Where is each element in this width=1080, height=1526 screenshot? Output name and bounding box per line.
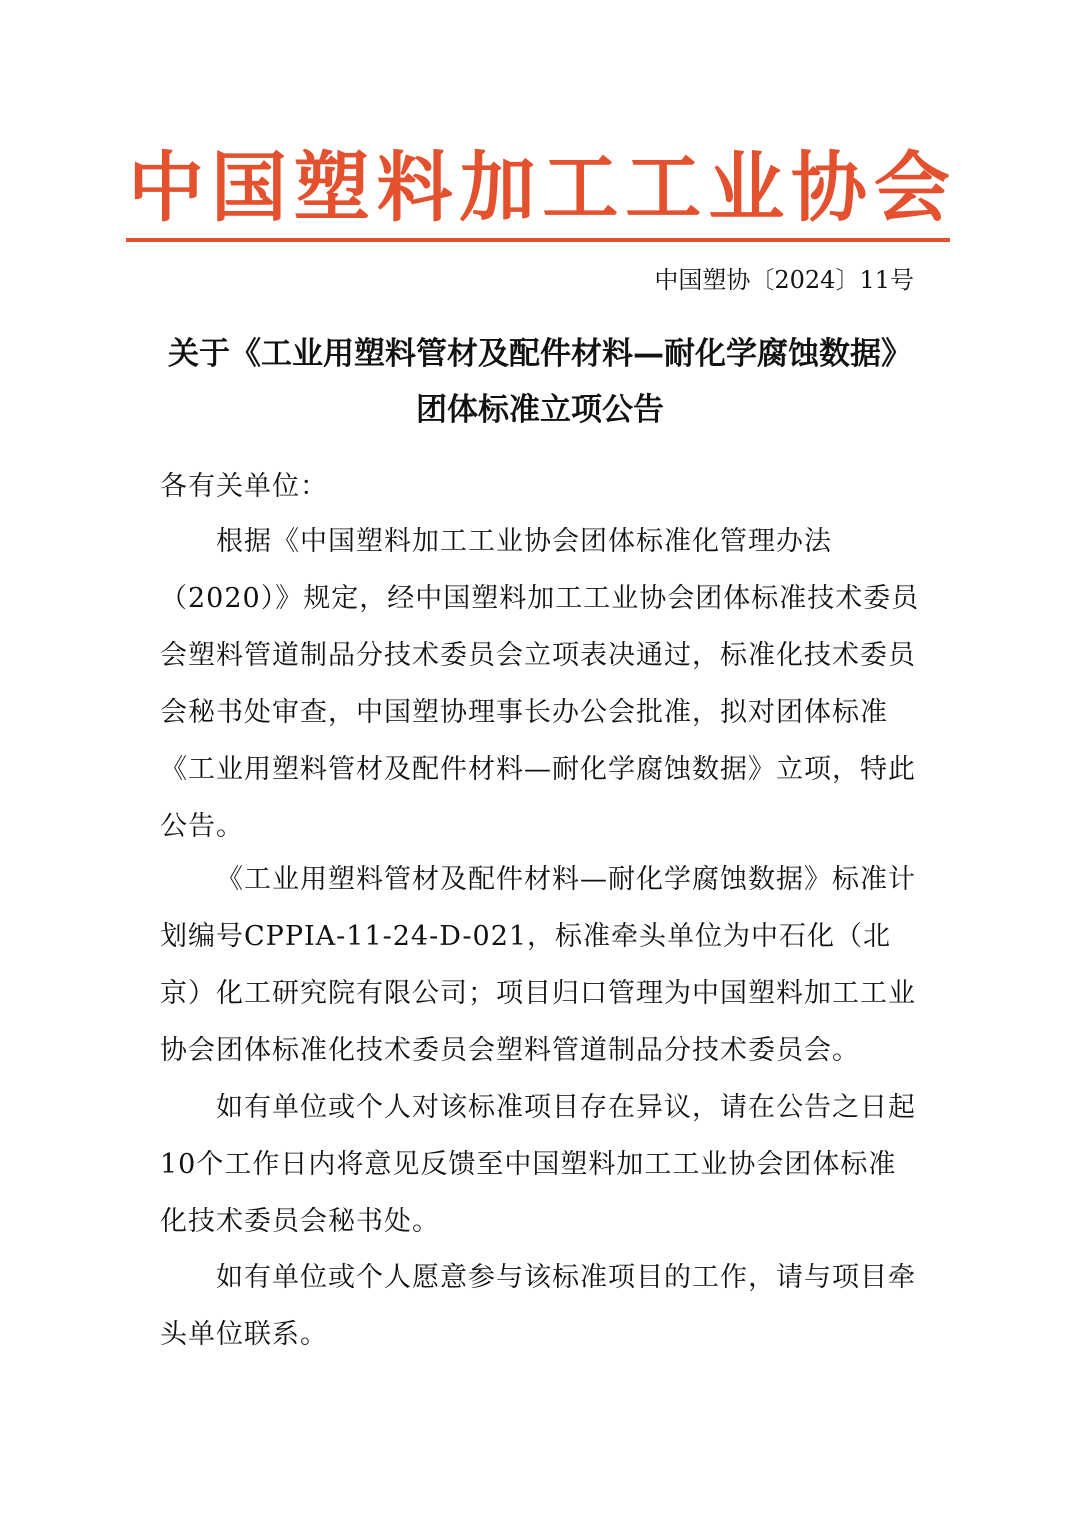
masthead-char: 加: [459, 143, 536, 232]
masthead-org-name: [128, 140, 950, 236]
body-paragraph: 《工业用塑料管材及配件材料—耐化学腐蚀数据》标准计划编号CPPIA-11-24-D-021，标准牵头单位为中石化（北京）化工研究院有限公司；项目归口管理为中国塑料加工工业协会团体标准化技术委员会塑料管道制品分技术委员会。: [160, 864, 916, 1066]
masthead-char: 塑: [293, 143, 370, 232]
masthead-char: 中: [128, 143, 204, 232]
masthead-divider: [126, 238, 950, 242]
salutation: 各有关单位：: [160, 471, 328, 502]
body-paragraph: 如有单位或个人愿意参与该标准项目的工作，请与项目牵头单位联系。: [160, 1262, 916, 1350]
masthead-char: 会: [873, 143, 950, 232]
masthead-char: 协: [791, 143, 867, 232]
document-title-line-2: 团体标准立项公告: [416, 392, 664, 428]
masthead-char: 国: [210, 143, 287, 232]
document-number: 中国塑协〔2024〕11号: [654, 266, 914, 294]
masthead-char: 业: [708, 143, 785, 232]
body-paragraph: 根据《中国塑料加工工业协会团体标准化管理办法（2020）》规定，经中国塑料加工工业协会团体标准技术委员会塑料管道制品分技术委员会立项表决通过，标准化技术委员会秘书处审查，中国塑协理事长办公会批准，拟对团体标准《工业用塑料管材及配件材料—耐化学腐蚀数据》立项，特此公告。: [160, 526, 920, 842]
masthead-char: 工: [542, 143, 619, 232]
body-paragraph: 如有单位或个人对该标准项目存在异议，请在公告之日起10个工作日内将意见反馈至中国塑料加工工业协会团体标准化技术委员会秘书处。: [160, 1092, 916, 1237]
document-title-line-1: 关于《工业用塑料管材及配件材料—耐化学腐蚀数据》: [168, 336, 912, 372]
masthead-char: 料: [376, 143, 453, 232]
masthead-char: 工: [625, 143, 702, 232]
